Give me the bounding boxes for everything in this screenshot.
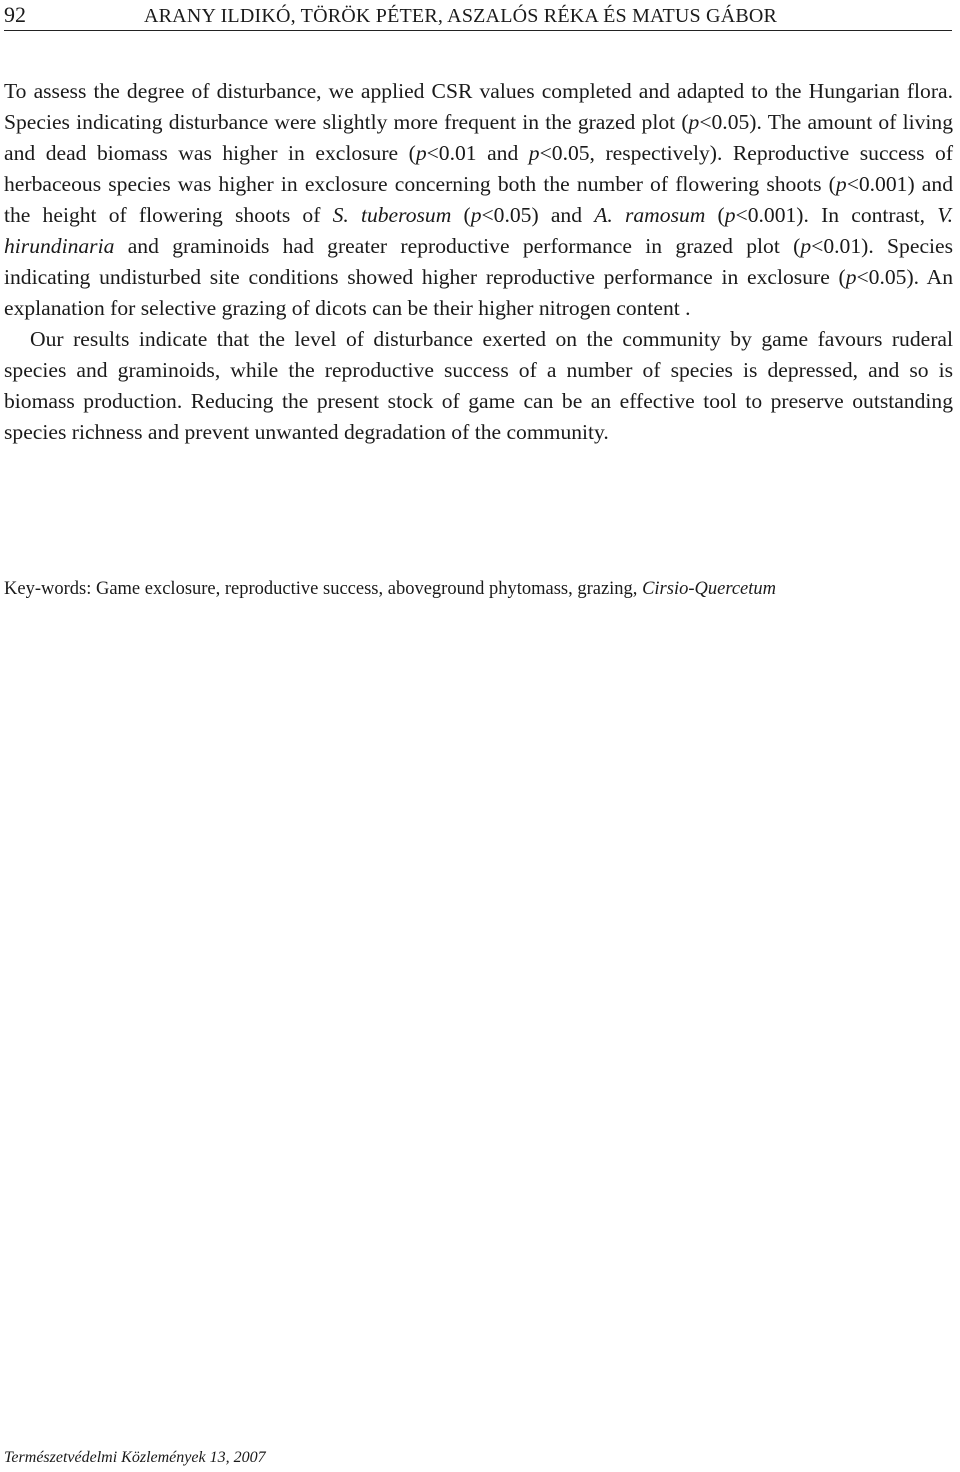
species-name: V. hirundinaria: [4, 203, 953, 258]
paragraph-conclusion: Our results indicate that the level of disturbance exerted on the community by game favours ruderal species and graminoids, while the reproductive success of a number of species is depressed, and so is biomass production. Reducing the present stock of game can be an effective tool to preserve outstanding species richness and prevent unwanted degradation of the community.: [4, 327, 953, 444]
keywords: [4, 575, 953, 603]
p-symbol: p: [528, 141, 540, 165]
page-number: 92: [4, 2, 26, 27]
p-symbol: p: [470, 203, 482, 227]
abstract-body: [4, 76, 953, 448]
p-symbol: p: [415, 141, 427, 165]
text-span: <0.01). Species indicating undisturbed site conditions showed higher reproductive performance in exclosure (: [4, 234, 954, 289]
text-span: <0.05). An explanation for selective grazing of dicots can be their higher nitrogen content .: [4, 265, 953, 320]
paragraph-results: [4, 76, 953, 324]
text-span: <0.05). The amount of living and dead biomass was higher in exclosure (: [4, 110, 953, 165]
text-span: <0.05, respectively). Reproductive success of herbaceous species was higher in exclosure concerning both the number of flowering shoots (: [4, 141, 954, 196]
p-symbol: p: [845, 265, 857, 289]
page-header: [4, 0, 952, 31]
text-span: To assess the degree of disturbance, we applied CSR values completed and adapted to the Hungarian flora. Species indicating disturbance were slightly more frequent in the grazed plot (: [4, 79, 953, 134]
keywords-label: Key-words: Game exclosure, reproductive success, aboveground phytomass, grazing,: [4, 579, 643, 599]
text-span: <0.001). In contrast,: [735, 203, 938, 227]
p-symbol: p: [724, 203, 736, 227]
text-span: <0.001) and the height of flowering shoots of: [4, 172, 953, 227]
species-name: S. tuberosum: [332, 203, 452, 227]
p-symbol: p: [835, 172, 847, 196]
p-symbol: p: [800, 234, 812, 258]
text-span: (: [705, 203, 725, 227]
text-span: and graminoids had greater reproductive performance in grazed plot (: [114, 234, 801, 258]
species-name: A. ramosum: [594, 203, 706, 227]
text-span: <0.01 and: [426, 141, 529, 165]
journal-footer: Természetvédelmi Közlemények 13, 2007: [4, 1449, 266, 1466]
text-span: (: [451, 203, 471, 227]
p-symbol: p: [688, 110, 700, 134]
text-span: <0.05) and: [481, 203, 595, 227]
keyword-italic: Cirsio-Quercetum: [642, 579, 776, 599]
running-head-authors: ARANY ILDIKÓ, TÖRÖK PÉTER, ASZALÓS RÉKA ÉS MATUS GÁBOR: [144, 5, 778, 27]
